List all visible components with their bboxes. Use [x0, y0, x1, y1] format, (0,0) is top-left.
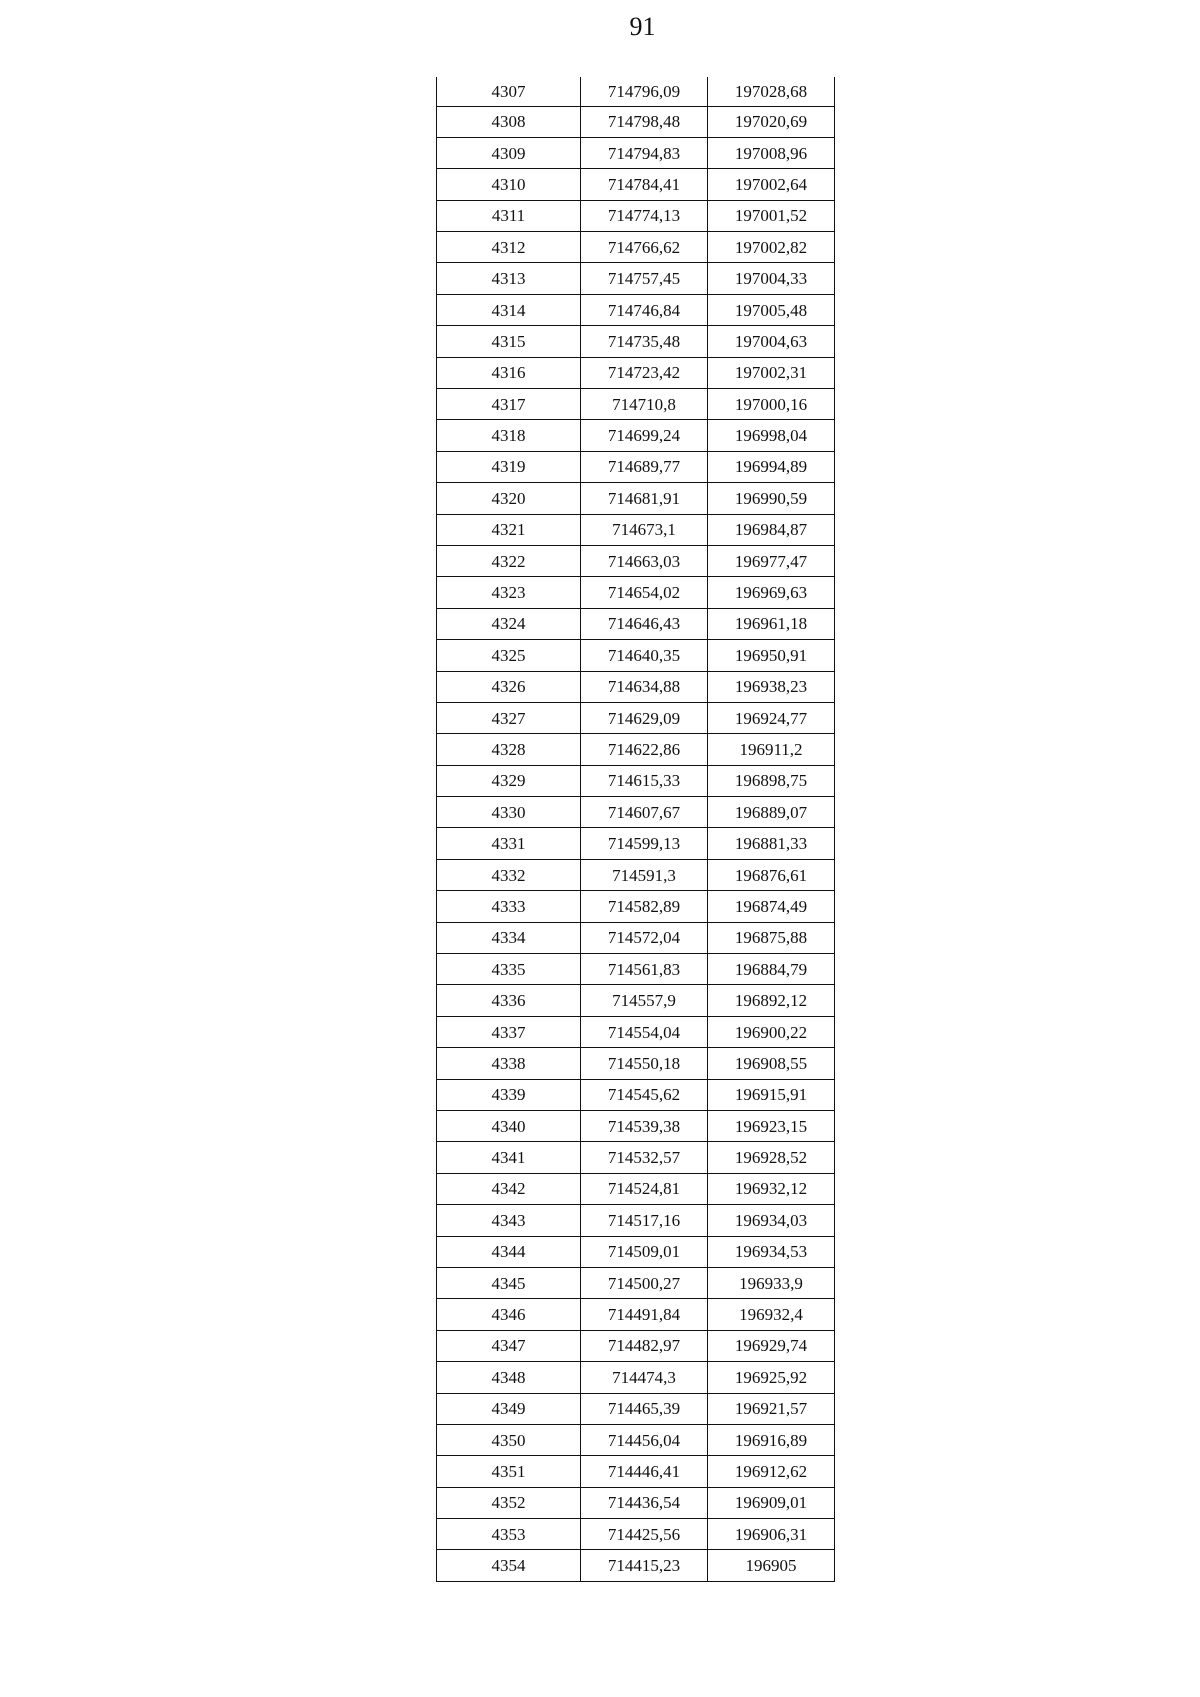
x-coordinate-cell: 714599,13 [581, 828, 708, 859]
x-coordinate-cell: 714673,1 [581, 514, 708, 545]
y-coordinate-cell: 196933,9 [708, 1267, 835, 1298]
table-row [437, 734, 835, 765]
coordinates-table [436, 77, 835, 1582]
x-coordinate-cell: 714446,41 [581, 1456, 708, 1487]
x-coordinate-cell: 714746,84 [581, 294, 708, 325]
x-coordinate-cell: 714415,23 [581, 1550, 708, 1581]
y-coordinate-cell: 196905 [708, 1550, 835, 1581]
y-coordinate-cell: 197001,52 [708, 200, 835, 231]
point-number-cell: 4315 [437, 326, 581, 357]
table-row [437, 357, 835, 388]
table-row [437, 1330, 835, 1361]
point-number-cell: 4326 [437, 671, 581, 702]
x-coordinate-cell: 714723,42 [581, 357, 708, 388]
y-coordinate-cell: 196984,87 [708, 514, 835, 545]
point-number-cell: 4350 [437, 1424, 581, 1455]
table-row [437, 263, 835, 294]
table-row [437, 1079, 835, 1110]
point-number-cell: 4340 [437, 1111, 581, 1142]
point-number-cell: 4319 [437, 451, 581, 482]
x-coordinate-cell: 714572,04 [581, 922, 708, 953]
point-number-cell: 4314 [437, 294, 581, 325]
x-coordinate-cell: 714509,01 [581, 1236, 708, 1267]
x-coordinate-cell: 714532,57 [581, 1142, 708, 1173]
point-number-cell: 4335 [437, 954, 581, 985]
point-number-cell: 4311 [437, 200, 581, 231]
y-coordinate-cell: 196950,91 [708, 640, 835, 671]
x-coordinate-cell: 714634,88 [581, 671, 708, 702]
y-coordinate-cell: 196961,18 [708, 608, 835, 639]
x-coordinate-cell: 714591,3 [581, 859, 708, 890]
x-coordinate-cell: 714436,54 [581, 1487, 708, 1518]
table-row [437, 891, 835, 922]
y-coordinate-cell: 196876,61 [708, 859, 835, 890]
point-number-cell: 4325 [437, 640, 581, 671]
table-row [437, 200, 835, 231]
x-coordinate-cell: 714766,62 [581, 232, 708, 263]
coordinates-table-body [437, 77, 835, 1581]
x-coordinate-cell: 714561,83 [581, 954, 708, 985]
point-number-cell: 4318 [437, 420, 581, 451]
x-coordinate-cell: 714425,56 [581, 1519, 708, 1550]
table-row [437, 1424, 835, 1455]
y-coordinate-cell: 196916,89 [708, 1424, 835, 1455]
table-row [437, 451, 835, 482]
point-number-cell: 4346 [437, 1299, 581, 1330]
x-coordinate-cell: 714465,39 [581, 1393, 708, 1424]
y-coordinate-cell: 196934,53 [708, 1236, 835, 1267]
point-number-cell: 4353 [437, 1519, 581, 1550]
y-coordinate-cell: 196875,88 [708, 922, 835, 953]
y-coordinate-cell: 196998,04 [708, 420, 835, 451]
point-number-cell: 4330 [437, 797, 581, 828]
table-row [437, 232, 835, 263]
x-coordinate-cell: 714689,77 [581, 451, 708, 482]
table-row [437, 420, 835, 451]
y-coordinate-cell: 196909,01 [708, 1487, 835, 1518]
table-row [437, 671, 835, 702]
table-row [437, 1550, 835, 1581]
table-row [437, 922, 835, 953]
point-number-cell: 4343 [437, 1205, 581, 1236]
table-row [437, 169, 835, 200]
point-number-cell: 4307 [437, 77, 581, 106]
y-coordinate-cell: 196912,62 [708, 1456, 835, 1487]
y-coordinate-cell: 196881,33 [708, 828, 835, 859]
table-row [437, 389, 835, 420]
y-coordinate-cell: 196906,31 [708, 1519, 835, 1550]
point-number-cell: 4308 [437, 106, 581, 137]
table-row [437, 1267, 835, 1298]
table-row [437, 1048, 835, 1079]
x-coordinate-cell: 714607,67 [581, 797, 708, 828]
table-row [437, 1236, 835, 1267]
x-coordinate-cell: 714539,38 [581, 1111, 708, 1142]
point-number-cell: 4324 [437, 608, 581, 639]
y-coordinate-cell: 196925,92 [708, 1362, 835, 1393]
y-coordinate-cell: 196892,12 [708, 985, 835, 1016]
x-coordinate-cell: 714654,02 [581, 577, 708, 608]
point-number-cell: 4349 [437, 1393, 581, 1424]
table-row [437, 702, 835, 733]
x-coordinate-cell: 714545,62 [581, 1079, 708, 1110]
y-coordinate-cell: 196900,22 [708, 1016, 835, 1047]
table-row [437, 1487, 835, 1518]
point-number-cell: 4316 [437, 357, 581, 388]
y-coordinate-cell: 196923,15 [708, 1111, 835, 1142]
table-row [437, 828, 835, 859]
point-number-cell: 4329 [437, 765, 581, 796]
x-coordinate-cell: 714710,8 [581, 389, 708, 420]
x-coordinate-cell: 714491,84 [581, 1299, 708, 1330]
x-coordinate-cell: 714622,86 [581, 734, 708, 765]
y-coordinate-cell: 196932,12 [708, 1173, 835, 1204]
x-coordinate-cell: 714784,41 [581, 169, 708, 200]
y-coordinate-cell: 197028,68 [708, 77, 835, 106]
x-coordinate-cell: 714699,24 [581, 420, 708, 451]
table-row [437, 137, 835, 168]
point-number-cell: 4348 [437, 1362, 581, 1393]
y-coordinate-cell: 197004,63 [708, 326, 835, 357]
x-coordinate-cell: 714582,89 [581, 891, 708, 922]
y-coordinate-cell: 197000,16 [708, 389, 835, 420]
table-row [437, 77, 835, 106]
table-row [437, 797, 835, 828]
table-row [437, 545, 835, 576]
x-coordinate-cell: 714646,43 [581, 608, 708, 639]
y-coordinate-cell: 197004,33 [708, 263, 835, 294]
table-row [437, 1393, 835, 1424]
table-row [437, 1016, 835, 1047]
table-row [437, 640, 835, 671]
y-coordinate-cell: 196994,89 [708, 451, 835, 482]
table-row [437, 985, 835, 1016]
x-coordinate-cell: 714794,83 [581, 137, 708, 168]
table-row [437, 859, 835, 890]
point-number-cell: 4341 [437, 1142, 581, 1173]
table-row [437, 1142, 835, 1173]
y-coordinate-cell: 196874,49 [708, 891, 835, 922]
y-coordinate-cell: 196934,03 [708, 1205, 835, 1236]
point-number-cell: 4336 [437, 985, 581, 1016]
point-number-cell: 4313 [437, 263, 581, 294]
point-number-cell: 4345 [437, 1267, 581, 1298]
table-row [437, 483, 835, 514]
x-coordinate-cell: 714640,35 [581, 640, 708, 671]
table-row [437, 1111, 835, 1142]
point-number-cell: 4334 [437, 922, 581, 953]
x-coordinate-cell: 714554,04 [581, 1016, 708, 1047]
y-coordinate-cell: 196932,4 [708, 1299, 835, 1330]
x-coordinate-cell: 714798,48 [581, 106, 708, 137]
point-number-cell: 4320 [437, 483, 581, 514]
point-number-cell: 4321 [437, 514, 581, 545]
point-number-cell: 4337 [437, 1016, 581, 1047]
table-row [437, 1173, 835, 1204]
y-coordinate-cell: 196969,63 [708, 577, 835, 608]
page-number: 91 [629, 12, 656, 41]
y-coordinate-cell: 197002,31 [708, 357, 835, 388]
x-coordinate-cell: 714482,97 [581, 1330, 708, 1361]
y-coordinate-cell: 196990,59 [708, 483, 835, 514]
table-row [437, 1299, 835, 1330]
y-coordinate-cell: 196884,79 [708, 954, 835, 985]
x-coordinate-cell: 714550,18 [581, 1048, 708, 1079]
y-coordinate-cell: 196928,52 [708, 1142, 835, 1173]
x-coordinate-cell: 714757,45 [581, 263, 708, 294]
point-number-cell: 4354 [437, 1550, 581, 1581]
point-number-cell: 4342 [437, 1173, 581, 1204]
x-coordinate-cell: 714524,81 [581, 1173, 708, 1204]
y-coordinate-cell: 196908,55 [708, 1048, 835, 1079]
y-coordinate-cell: 197005,48 [708, 294, 835, 325]
y-coordinate-cell: 196898,75 [708, 765, 835, 796]
table-row [437, 1205, 835, 1236]
y-coordinate-cell: 196889,07 [708, 797, 835, 828]
table-row [437, 954, 835, 985]
table-row [437, 1362, 835, 1393]
table-row [437, 514, 835, 545]
point-number-cell: 4309 [437, 137, 581, 168]
table-row [437, 294, 835, 325]
y-coordinate-cell: 197008,96 [708, 137, 835, 168]
point-number-cell: 4322 [437, 545, 581, 576]
x-coordinate-cell: 714629,09 [581, 702, 708, 733]
point-number-cell: 4331 [437, 828, 581, 859]
x-coordinate-cell: 714735,48 [581, 326, 708, 357]
point-number-cell: 4338 [437, 1048, 581, 1079]
x-coordinate-cell: 714474,3 [581, 1362, 708, 1393]
table-row [437, 1519, 835, 1550]
y-coordinate-cell: 196924,77 [708, 702, 835, 733]
y-coordinate-cell: 196977,47 [708, 545, 835, 576]
x-coordinate-cell: 714456,04 [581, 1424, 708, 1455]
table-row [437, 577, 835, 608]
y-coordinate-cell: 196938,23 [708, 671, 835, 702]
x-coordinate-cell: 714517,16 [581, 1205, 708, 1236]
point-number-cell: 4339 [437, 1079, 581, 1110]
x-coordinate-cell: 714774,13 [581, 200, 708, 231]
x-coordinate-cell: 714663,03 [581, 545, 708, 576]
point-number-cell: 4312 [437, 232, 581, 263]
table-row [437, 326, 835, 357]
point-number-cell: 4352 [437, 1487, 581, 1518]
y-coordinate-cell: 196929,74 [708, 1330, 835, 1361]
y-coordinate-cell: 197002,82 [708, 232, 835, 263]
point-number-cell: 4317 [437, 389, 581, 420]
point-number-cell: 4332 [437, 859, 581, 890]
x-coordinate-cell: 714796,09 [581, 77, 708, 106]
point-number-cell: 4327 [437, 702, 581, 733]
y-coordinate-cell: 196915,91 [708, 1079, 835, 1110]
x-coordinate-cell: 714557,9 [581, 985, 708, 1016]
x-coordinate-cell: 714615,33 [581, 765, 708, 796]
table-row [437, 1456, 835, 1487]
point-number-cell: 4351 [437, 1456, 581, 1487]
table-row [437, 608, 835, 639]
y-coordinate-cell: 197002,64 [708, 169, 835, 200]
table-row [437, 106, 835, 137]
y-coordinate-cell: 197020,69 [708, 106, 835, 137]
point-number-cell: 4344 [437, 1236, 581, 1267]
point-number-cell: 4328 [437, 734, 581, 765]
point-number-cell: 4310 [437, 169, 581, 200]
table-row [437, 765, 835, 796]
point-number-cell: 4323 [437, 577, 581, 608]
x-coordinate-cell: 714681,91 [581, 483, 708, 514]
x-coordinate-cell: 714500,27 [581, 1267, 708, 1298]
y-coordinate-cell: 196921,57 [708, 1393, 835, 1424]
point-number-cell: 4347 [437, 1330, 581, 1361]
point-number-cell: 4333 [437, 891, 581, 922]
y-coordinate-cell: 196911,2 [708, 734, 835, 765]
